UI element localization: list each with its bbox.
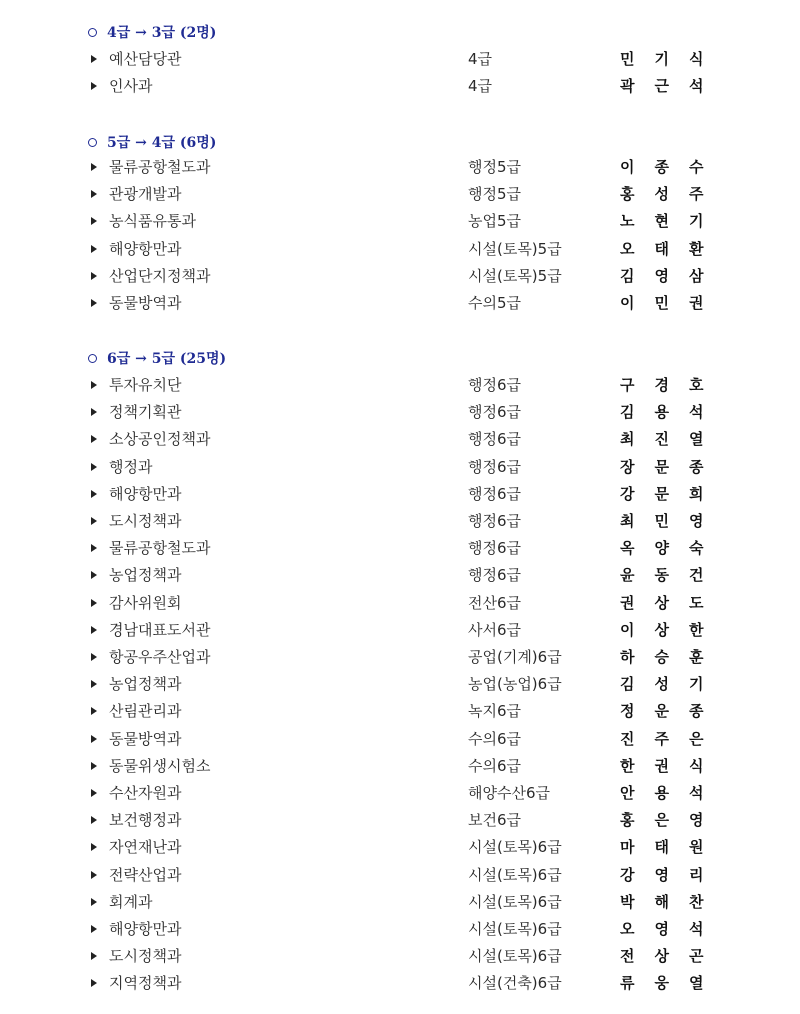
list-item xyxy=(0,237,800,261)
department-name: 물류공항철도과 xyxy=(109,158,211,176)
department-name: 정책기획관 xyxy=(109,403,182,421)
department-name: 동물방역과 xyxy=(109,294,182,312)
job-grade: 4급 xyxy=(468,50,493,68)
department-name: 전략산업과 xyxy=(109,866,182,884)
job-grade: 시설(토목)6급 xyxy=(468,838,562,856)
job-grade: 공업(기계)6급 xyxy=(468,648,562,666)
department-name: 동물방역과 xyxy=(109,730,182,748)
person-name: 박해찬 xyxy=(620,893,724,911)
triangle-bullet-icon xyxy=(91,272,97,280)
job-grade: 해양수산6급 xyxy=(468,784,550,802)
triangle-bullet-icon xyxy=(91,680,97,688)
person-name: 정운종 xyxy=(620,702,724,720)
department-name: 행정과 xyxy=(109,458,153,476)
person-name: 류웅열 xyxy=(620,974,724,992)
list-item xyxy=(0,373,800,397)
person-name: 강문희 xyxy=(620,485,724,503)
person-name: 강영리 xyxy=(620,866,724,884)
department-name: 해양항만과 xyxy=(109,485,182,503)
department-name: 자연재난과 xyxy=(109,838,182,856)
triangle-bullet-icon xyxy=(91,490,97,498)
triangle-bullet-icon xyxy=(91,571,97,579)
list-item xyxy=(0,455,800,479)
job-grade: 전산6급 xyxy=(468,594,522,612)
section-heading-text: 6급 → 5급 (25명) xyxy=(107,351,227,367)
job-grade: 시설(토목)6급 xyxy=(468,947,562,965)
triangle-bullet-icon xyxy=(91,626,97,634)
department-name: 소상공인정책과 xyxy=(109,430,211,448)
job-grade: 행정5급 xyxy=(468,185,522,203)
person-name: 민기식 xyxy=(620,50,724,68)
job-grade: 행정6급 xyxy=(468,430,522,448)
job-grade: 수의6급 xyxy=(468,757,522,775)
list-item xyxy=(0,754,800,778)
department-name: 해양항만과 xyxy=(109,920,182,938)
person-name: 하승훈 xyxy=(620,648,724,666)
job-grade: 행정6급 xyxy=(468,458,522,476)
list-item xyxy=(0,917,800,941)
list-item xyxy=(0,209,800,233)
list-item xyxy=(0,74,800,98)
list-item xyxy=(0,155,800,179)
department-name: 농업정책과 xyxy=(109,675,182,693)
department-name: 동물위생시험소 xyxy=(109,757,211,775)
department-name: 투자유치단 xyxy=(109,376,182,394)
job-grade: 시설(건축)6급 xyxy=(468,974,562,992)
triangle-bullet-icon xyxy=(91,735,97,743)
person-name: 이상한 xyxy=(620,621,724,639)
triangle-bullet-icon xyxy=(91,707,97,715)
circle-bullet-icon xyxy=(88,354,97,363)
department-name: 수산자원과 xyxy=(109,784,182,802)
person-name: 이민권 xyxy=(620,294,724,312)
department-name: 해양항만과 xyxy=(109,240,182,258)
list-item xyxy=(0,400,800,424)
person-name: 옥양숙 xyxy=(620,539,724,557)
person-name: 노현기 xyxy=(620,212,724,230)
list-item xyxy=(0,645,800,669)
job-grade: 사서6급 xyxy=(468,621,522,639)
list-item xyxy=(0,835,800,859)
triangle-bullet-icon xyxy=(91,82,97,90)
triangle-bullet-icon xyxy=(91,599,97,607)
section-heading xyxy=(88,20,216,44)
department-name: 물류공항철도과 xyxy=(109,539,211,557)
person-name: 김성기 xyxy=(620,675,724,693)
list-item xyxy=(0,563,800,587)
list-item xyxy=(0,182,800,206)
person-name: 김영삼 xyxy=(620,267,724,285)
person-name: 김용석 xyxy=(620,403,724,421)
person-name: 한권식 xyxy=(620,757,724,775)
job-grade: 행정6급 xyxy=(468,376,522,394)
job-grade: 행정6급 xyxy=(468,403,522,421)
triangle-bullet-icon xyxy=(91,544,97,552)
person-name: 마태원 xyxy=(620,838,724,856)
person-name: 최민영 xyxy=(620,512,724,530)
triangle-bullet-icon xyxy=(91,381,97,389)
job-grade: 행정6급 xyxy=(468,566,522,584)
job-grade: 행정6급 xyxy=(468,539,522,557)
triangle-bullet-icon xyxy=(91,517,97,525)
triangle-bullet-icon xyxy=(91,217,97,225)
triangle-bullet-icon xyxy=(91,163,97,171)
list-item xyxy=(0,699,800,723)
job-grade: 수의5급 xyxy=(468,294,522,312)
list-item xyxy=(0,536,800,560)
department-name: 지역정책과 xyxy=(109,974,182,992)
list-item xyxy=(0,47,800,71)
job-grade: 보건6급 xyxy=(468,811,522,829)
list-item xyxy=(0,509,800,533)
list-item xyxy=(0,264,800,288)
job-grade: 시설(토목)6급 xyxy=(468,866,562,884)
triangle-bullet-icon xyxy=(91,190,97,198)
person-name: 전상곤 xyxy=(620,947,724,965)
section-heading xyxy=(88,346,226,370)
department-name: 도시정책과 xyxy=(109,512,182,530)
job-grade: 4급 xyxy=(468,77,493,95)
job-grade: 시설(토목)5급 xyxy=(468,240,562,258)
list-item xyxy=(0,482,800,506)
triangle-bullet-icon xyxy=(91,55,97,63)
job-grade: 시설(토목)6급 xyxy=(468,893,562,911)
person-name: 오태환 xyxy=(620,240,724,258)
person-name: 윤동건 xyxy=(620,566,724,584)
job-grade: 농업(농업)6급 xyxy=(468,675,562,693)
job-grade: 시설(토목)6급 xyxy=(468,920,562,938)
triangle-bullet-icon xyxy=(91,871,97,879)
department-name: 경남대표도서관 xyxy=(109,621,211,639)
triangle-bullet-icon xyxy=(91,925,97,933)
triangle-bullet-icon xyxy=(91,435,97,443)
department-name: 관광개발과 xyxy=(109,185,182,203)
person-name: 구경호 xyxy=(620,376,724,394)
person-name: 권상도 xyxy=(620,594,724,612)
person-name: 이종수 xyxy=(620,158,724,176)
person-name: 곽근석 xyxy=(620,77,724,95)
job-grade: 행정6급 xyxy=(468,512,522,530)
job-grade: 행정5급 xyxy=(468,158,522,176)
list-item xyxy=(0,971,800,995)
list-item xyxy=(0,944,800,968)
triangle-bullet-icon xyxy=(91,816,97,824)
person-name: 진주은 xyxy=(620,730,724,748)
triangle-bullet-icon xyxy=(91,653,97,661)
list-item xyxy=(0,427,800,451)
person-name: 홍성주 xyxy=(620,185,724,203)
triangle-bullet-icon xyxy=(91,762,97,770)
triangle-bullet-icon xyxy=(91,408,97,416)
triangle-bullet-icon xyxy=(91,843,97,851)
person-name: 홍은영 xyxy=(620,811,724,829)
department-name: 회계과 xyxy=(109,893,153,911)
department-name: 예산담당관 xyxy=(109,50,182,68)
person-name: 오영석 xyxy=(620,920,724,938)
department-name: 보건행정과 xyxy=(109,811,182,829)
department-name: 항공우주산업과 xyxy=(109,648,211,666)
triangle-bullet-icon xyxy=(91,245,97,253)
department-name: 산림관리과 xyxy=(109,702,182,720)
job-grade: 시설(토목)5급 xyxy=(468,267,562,285)
list-item xyxy=(0,781,800,805)
person-name: 최진열 xyxy=(620,430,724,448)
list-item xyxy=(0,727,800,751)
department-name: 인사과 xyxy=(109,77,153,95)
department-name: 도시정책과 xyxy=(109,947,182,965)
triangle-bullet-icon xyxy=(91,898,97,906)
list-item xyxy=(0,808,800,832)
job-grade: 수의6급 xyxy=(468,730,522,748)
triangle-bullet-icon xyxy=(91,979,97,987)
person-name: 장문종 xyxy=(620,458,724,476)
triangle-bullet-icon xyxy=(91,952,97,960)
section-heading-text: 4급 → 3급 (2명) xyxy=(107,25,217,41)
department-name: 산업단지정책과 xyxy=(109,267,211,285)
list-item xyxy=(0,291,800,315)
section-heading xyxy=(88,130,216,154)
circle-bullet-icon xyxy=(88,28,97,37)
job-grade: 행정6급 xyxy=(468,485,522,503)
list-item xyxy=(0,672,800,696)
list-item xyxy=(0,863,800,887)
list-item xyxy=(0,591,800,615)
department-name: 감사위원회 xyxy=(109,594,182,612)
triangle-bullet-icon xyxy=(91,299,97,307)
section-heading-text: 5급 → 4급 (6명) xyxy=(107,135,217,151)
triangle-bullet-icon xyxy=(91,789,97,797)
person-name: 안용석 xyxy=(620,784,724,802)
job-grade: 농업5급 xyxy=(468,212,522,230)
job-grade: 녹지6급 xyxy=(468,702,522,720)
triangle-bullet-icon xyxy=(91,463,97,471)
circle-bullet-icon xyxy=(88,138,97,147)
list-item xyxy=(0,618,800,642)
department-name: 농식품유통과 xyxy=(109,212,196,230)
list-item xyxy=(0,890,800,914)
department-name: 농업정책과 xyxy=(109,566,182,584)
